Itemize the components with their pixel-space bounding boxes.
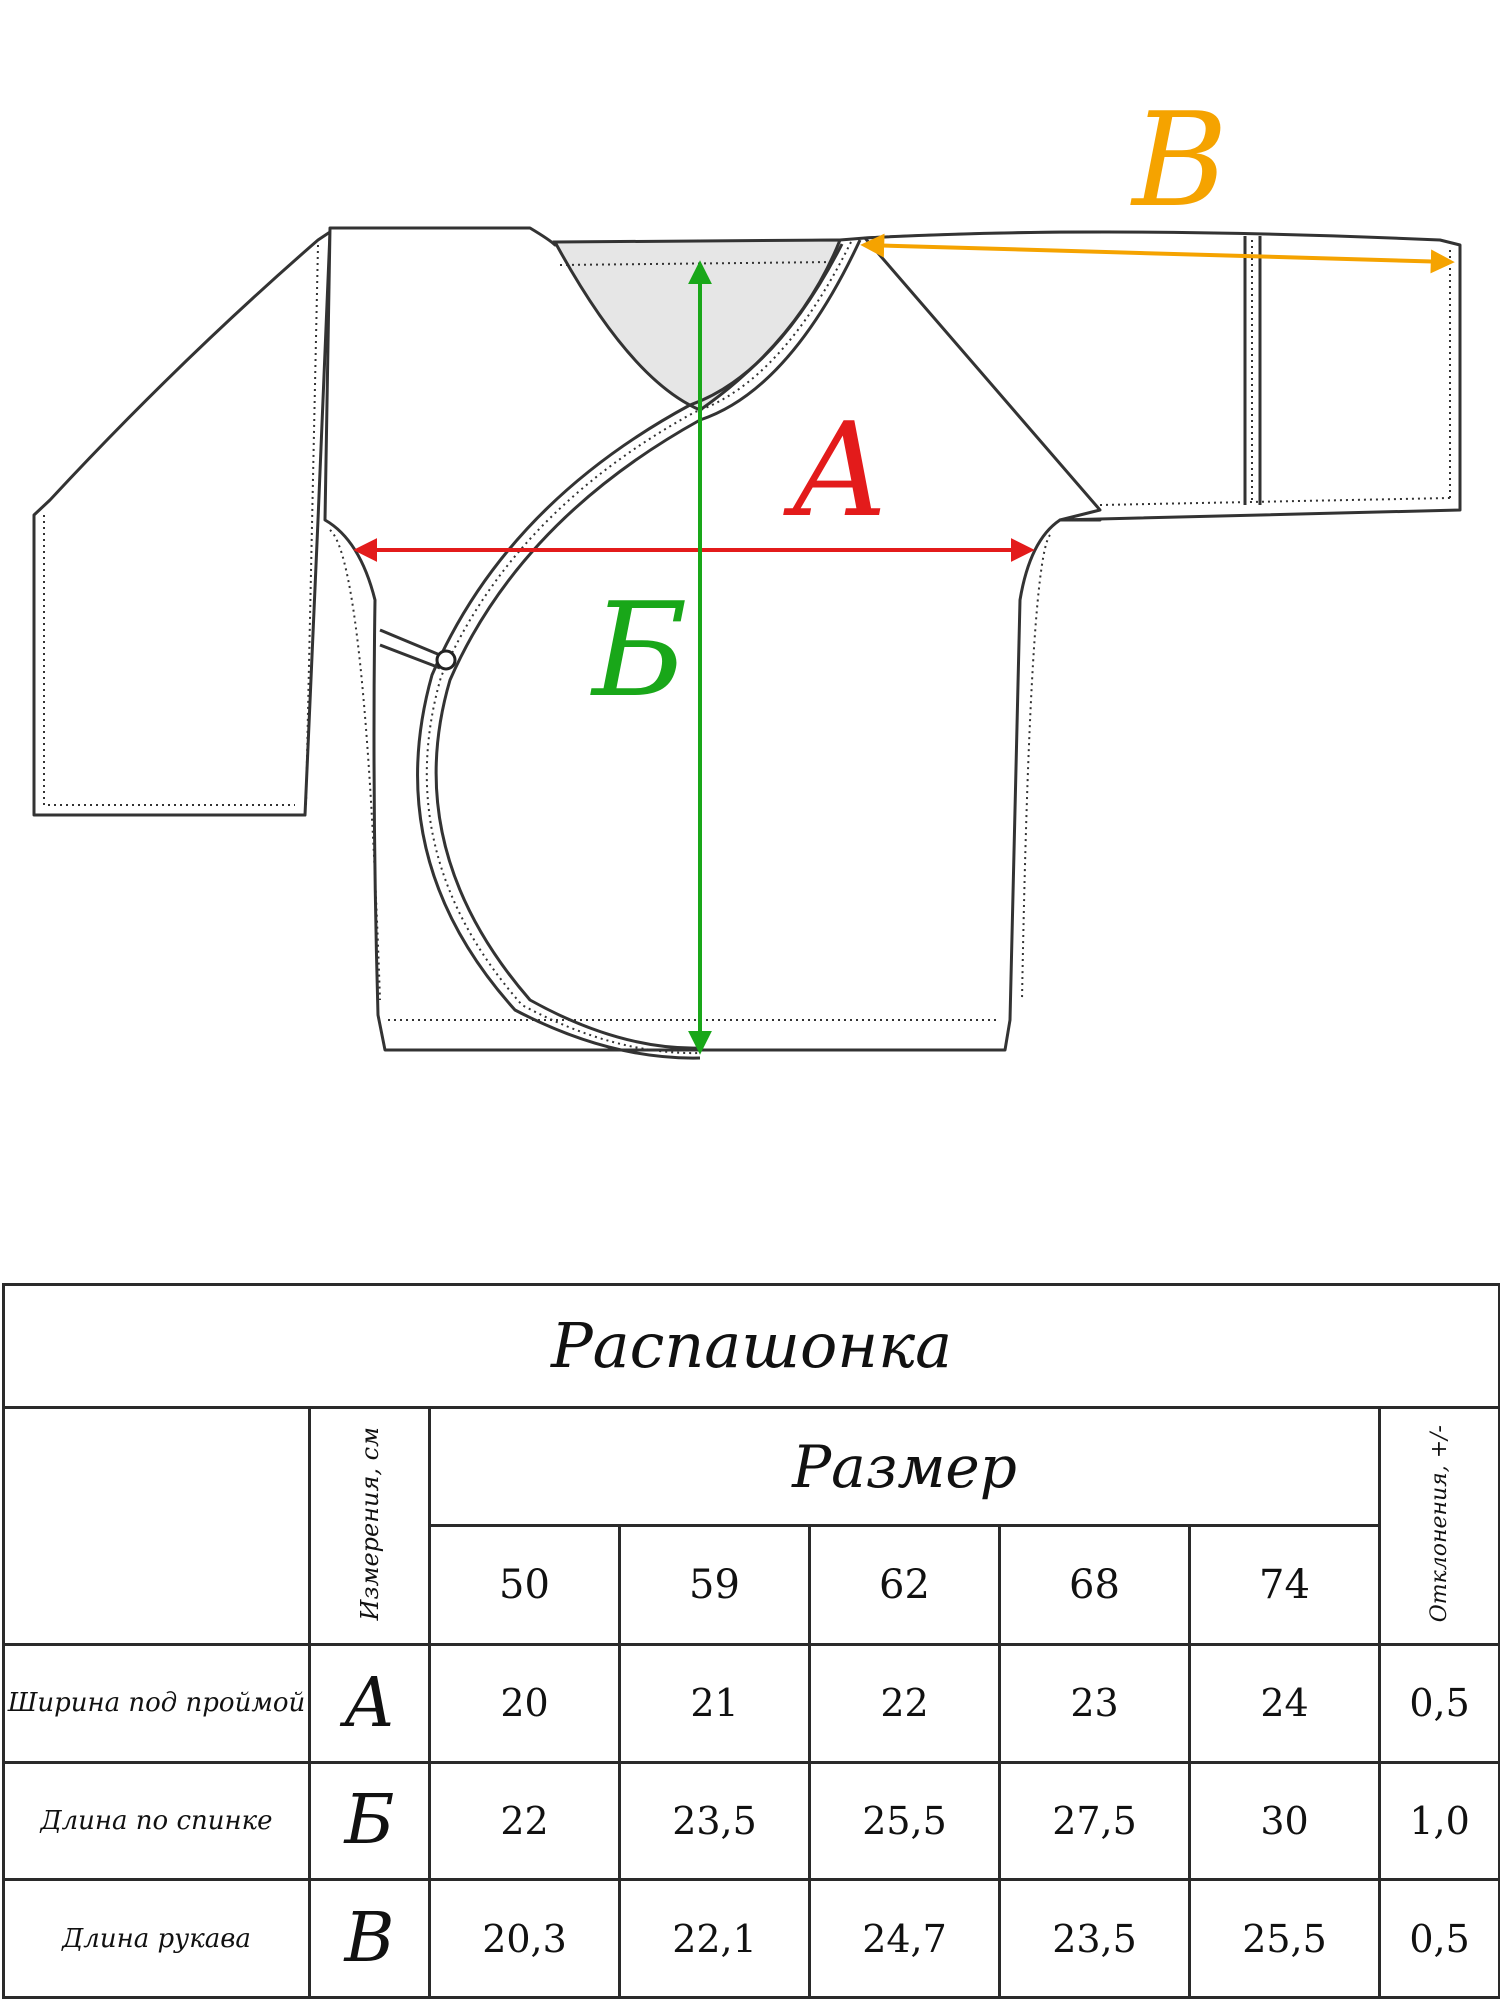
size-header: Размер [430, 1407, 1380, 1526]
table-cell: 22,1 [620, 1880, 810, 1998]
table-row-v [4, 1880, 1500, 1998]
size-59: 59 [620, 1526, 810, 1645]
size-62: 62 [810, 1526, 1000, 1645]
row-letter: А [310, 1645, 430, 1763]
empty-corner-cell [4, 1407, 310, 1644]
row-label: Длина по спинке [4, 1762, 310, 1880]
table-cell: 24 [1190, 1645, 1380, 1763]
table-cell: 27,5 [1000, 1762, 1190, 1880]
label-b: Б [592, 574, 688, 726]
table-cell: 23,5 [620, 1762, 810, 1880]
table-cell: 25,5 [810, 1762, 1000, 1880]
table-cell: 22 [430, 1762, 620, 1880]
table-cell: 30 [1190, 1762, 1380, 1880]
label-v: В [1132, 84, 1228, 236]
table-title: Распашонка [4, 1285, 1500, 1408]
table-cell: 20 [430, 1645, 620, 1763]
table-cell: 25,5 [1190, 1880, 1380, 1998]
measurements-header-cell [310, 1407, 430, 1644]
table-cell: 24,7 [810, 1880, 1000, 1998]
row-letter: В [310, 1880, 430, 1998]
size-74: 74 [1190, 1526, 1380, 1645]
table-cell: 23 [1000, 1645, 1190, 1763]
table-cell: 22 [810, 1645, 1000, 1763]
row-letter: Б [310, 1762, 430, 1880]
deviation-header: Отклонения, +/- [1427, 1425, 1453, 1623]
table-row-a [4, 1645, 1500, 1763]
label-a: А [790, 394, 890, 546]
table-row-b [4, 1762, 1500, 1880]
deviation-cell: 0,5 [1380, 1645, 1500, 1763]
row-label: Ширина под проймой [4, 1645, 310, 1763]
size-68: 68 [1000, 1526, 1190, 1645]
size-chart-table [2, 1283, 1500, 1999]
measurements-header: Измерения, см [355, 1427, 384, 1621]
table-cell: 20,3 [430, 1880, 620, 1998]
deviation-header-cell [1380, 1407, 1500, 1644]
left-sleeve [34, 232, 330, 815]
deviation-cell: 0,5 [1380, 1880, 1500, 1998]
size-50: 50 [430, 1526, 620, 1645]
deviation-cell: 1,0 [1380, 1762, 1500, 1880]
table-cell: 23,5 [1000, 1880, 1190, 1998]
table-cell: 21 [620, 1645, 810, 1763]
row-label: Длина рукава [4, 1880, 310, 1998]
